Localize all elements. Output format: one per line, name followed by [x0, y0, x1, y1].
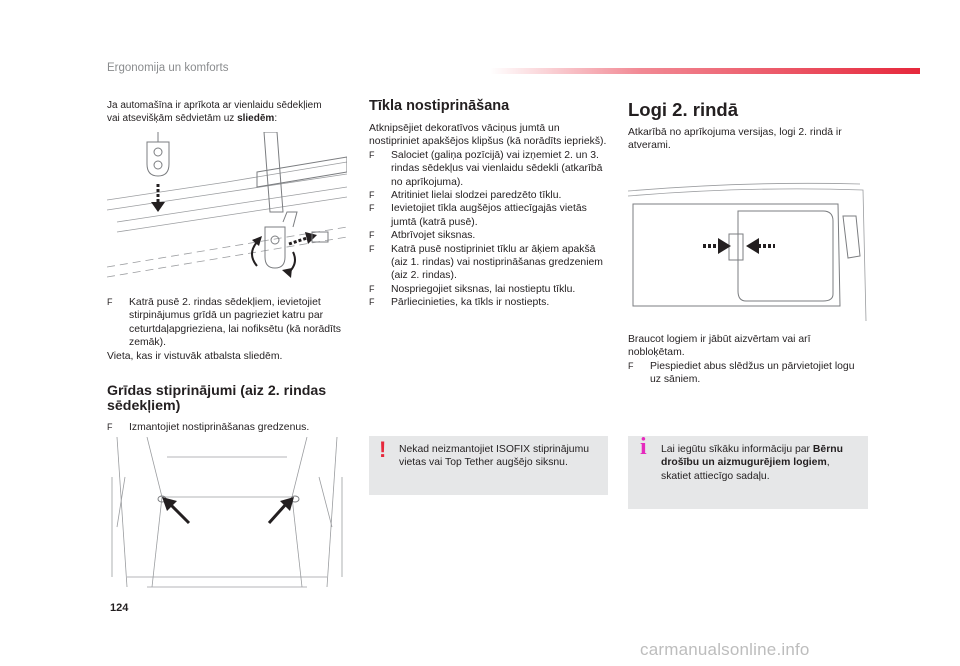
info-text-c: , skatiet attiecīgo sadaļu.: [661, 457, 830, 482]
watermark: carmanualsonline.info: [640, 640, 810, 659]
anchor-hook-icon: [265, 212, 297, 268]
column-1-body: [107, 296, 347, 363]
info-box: [628, 436, 868, 509]
info-text-bold: Bērnu drošību un aizmugurējiem logiem: [661, 444, 843, 469]
net-bullet-4: F Atbrīvojet siksnas.: [369, 229, 609, 242]
floor-anchors-illustration: [107, 437, 350, 590]
windows-intro-text: Atkarībā no aprīkojuma versijas, logi 2. rindā ir atverami.: [628, 127, 842, 152]
title-net: Tīkla nostiprināšana: [369, 98, 510, 114]
intro-text-c: :: [274, 113, 278, 124]
header-accent-bar: [490, 68, 920, 74]
arrow-right-icon: [703, 238, 731, 254]
latch-button: [729, 234, 743, 260]
arrow-upleft-icon: [162, 497, 189, 523]
net-bullet-2: F Atritiniet lielai slodzei paredzēto tīklu.: [369, 189, 609, 202]
rotate-arrow-icon: [252, 242, 257, 266]
window-latch-illustration: [628, 176, 870, 326]
column-2-body: [369, 122, 609, 310]
arrow-upright-icon: [269, 497, 294, 523]
net-bullet-5: F Katrā pusē nostipriniet tīklu ar āķiem apakšā (aiz 1. rindas) vai nostiprināšanas gredzeniem (aiz 2. rindas).: [369, 243, 609, 283]
net-intro: Atknipsējiet dekoratīvos vāciņus jumtā un nostipriniet apakšējos klipšus (kā norādīts iepriekš).: [369, 123, 607, 148]
info-text: [661, 443, 861, 483]
bullet-insert-anchors: F Katrā pusē 2. rindas sēdekļiem, ievietojiet stirpinājumus grīdā un pagrieziet katru par ceturtdaļapgriezienа, lai nofiksētu (kā norādīts zemāk).: [107, 296, 347, 350]
page-header-title: Ergonomija un komforts: [107, 62, 229, 74]
info-icon: i: [640, 434, 647, 460]
intro-line-2: [107, 112, 347, 125]
arrow-left-icon: [746, 238, 775, 254]
bullet-use-rings: F Izmantojiet nostiprināšanas gredzenus.: [107, 421, 347, 434]
net-bullet-1: F Salociet (galiņa pozīcijā) vai izņemiet 2. un 3. rindas sēdekļus vai vienlaidu sēdekli (atkarībā no aprīkojuma).: [369, 149, 609, 189]
net-bullet-3: F Ievietojiet tīkla augšējos attiecīgajās vietās jumtā (katrā pusē).: [369, 202, 609, 229]
info-text-a: Lai iegūtu sīkāku informāciju par: [661, 444, 813, 455]
arrow-down-icon: [151, 184, 165, 212]
intro-text-bold: sliedēm: [237, 113, 275, 124]
page-number: 124: [110, 602, 129, 614]
intro-text-a: vai atsevišķām sēdvietām uz: [107, 113, 238, 124]
intro-line-1: Ja automašīna ir aprīkota ar vienlaidu sēdekļiem: [107, 100, 322, 111]
intro-text: [107, 99, 347, 125]
warning-box: [369, 436, 608, 495]
windows-bullet: F Piespiediet abus slēdžus un pārvietojiet logu uz sāniem.: [628, 360, 868, 387]
hook-icon: [147, 132, 169, 176]
seat-rail-illustration: [107, 132, 347, 287]
rail-note: Vieta, kas ir vistuvāk atbalsta sliedēm.: [107, 350, 283, 362]
windows-intro: [628, 126, 868, 153]
column-1-bullet-2: [107, 421, 347, 434]
warning-text: Nekad neizmantojiet ISOFIX stiprinājumu vietas vai Top Tether augšējo siksnu.: [399, 444, 589, 469]
net-bullet-6: F Nospriegojiet siksnas, lai nostieptu tīklu.: [369, 283, 609, 296]
warning-icon: !: [379, 437, 387, 462]
section-title-floor-anchors: Grīdas stiprinājumi (aiz 2. rindas sēdekļiem): [107, 383, 327, 414]
windows-body: [628, 333, 868, 387]
title-windows: Logi 2. rindā: [628, 99, 738, 120]
windows-para: Braucot logiem ir jābūt aizvērtam vai arī nobloķētam.: [628, 334, 811, 359]
net-bullet-7: F Pārliecinieties, ka tīkls ir nostiepts.: [369, 296, 609, 309]
